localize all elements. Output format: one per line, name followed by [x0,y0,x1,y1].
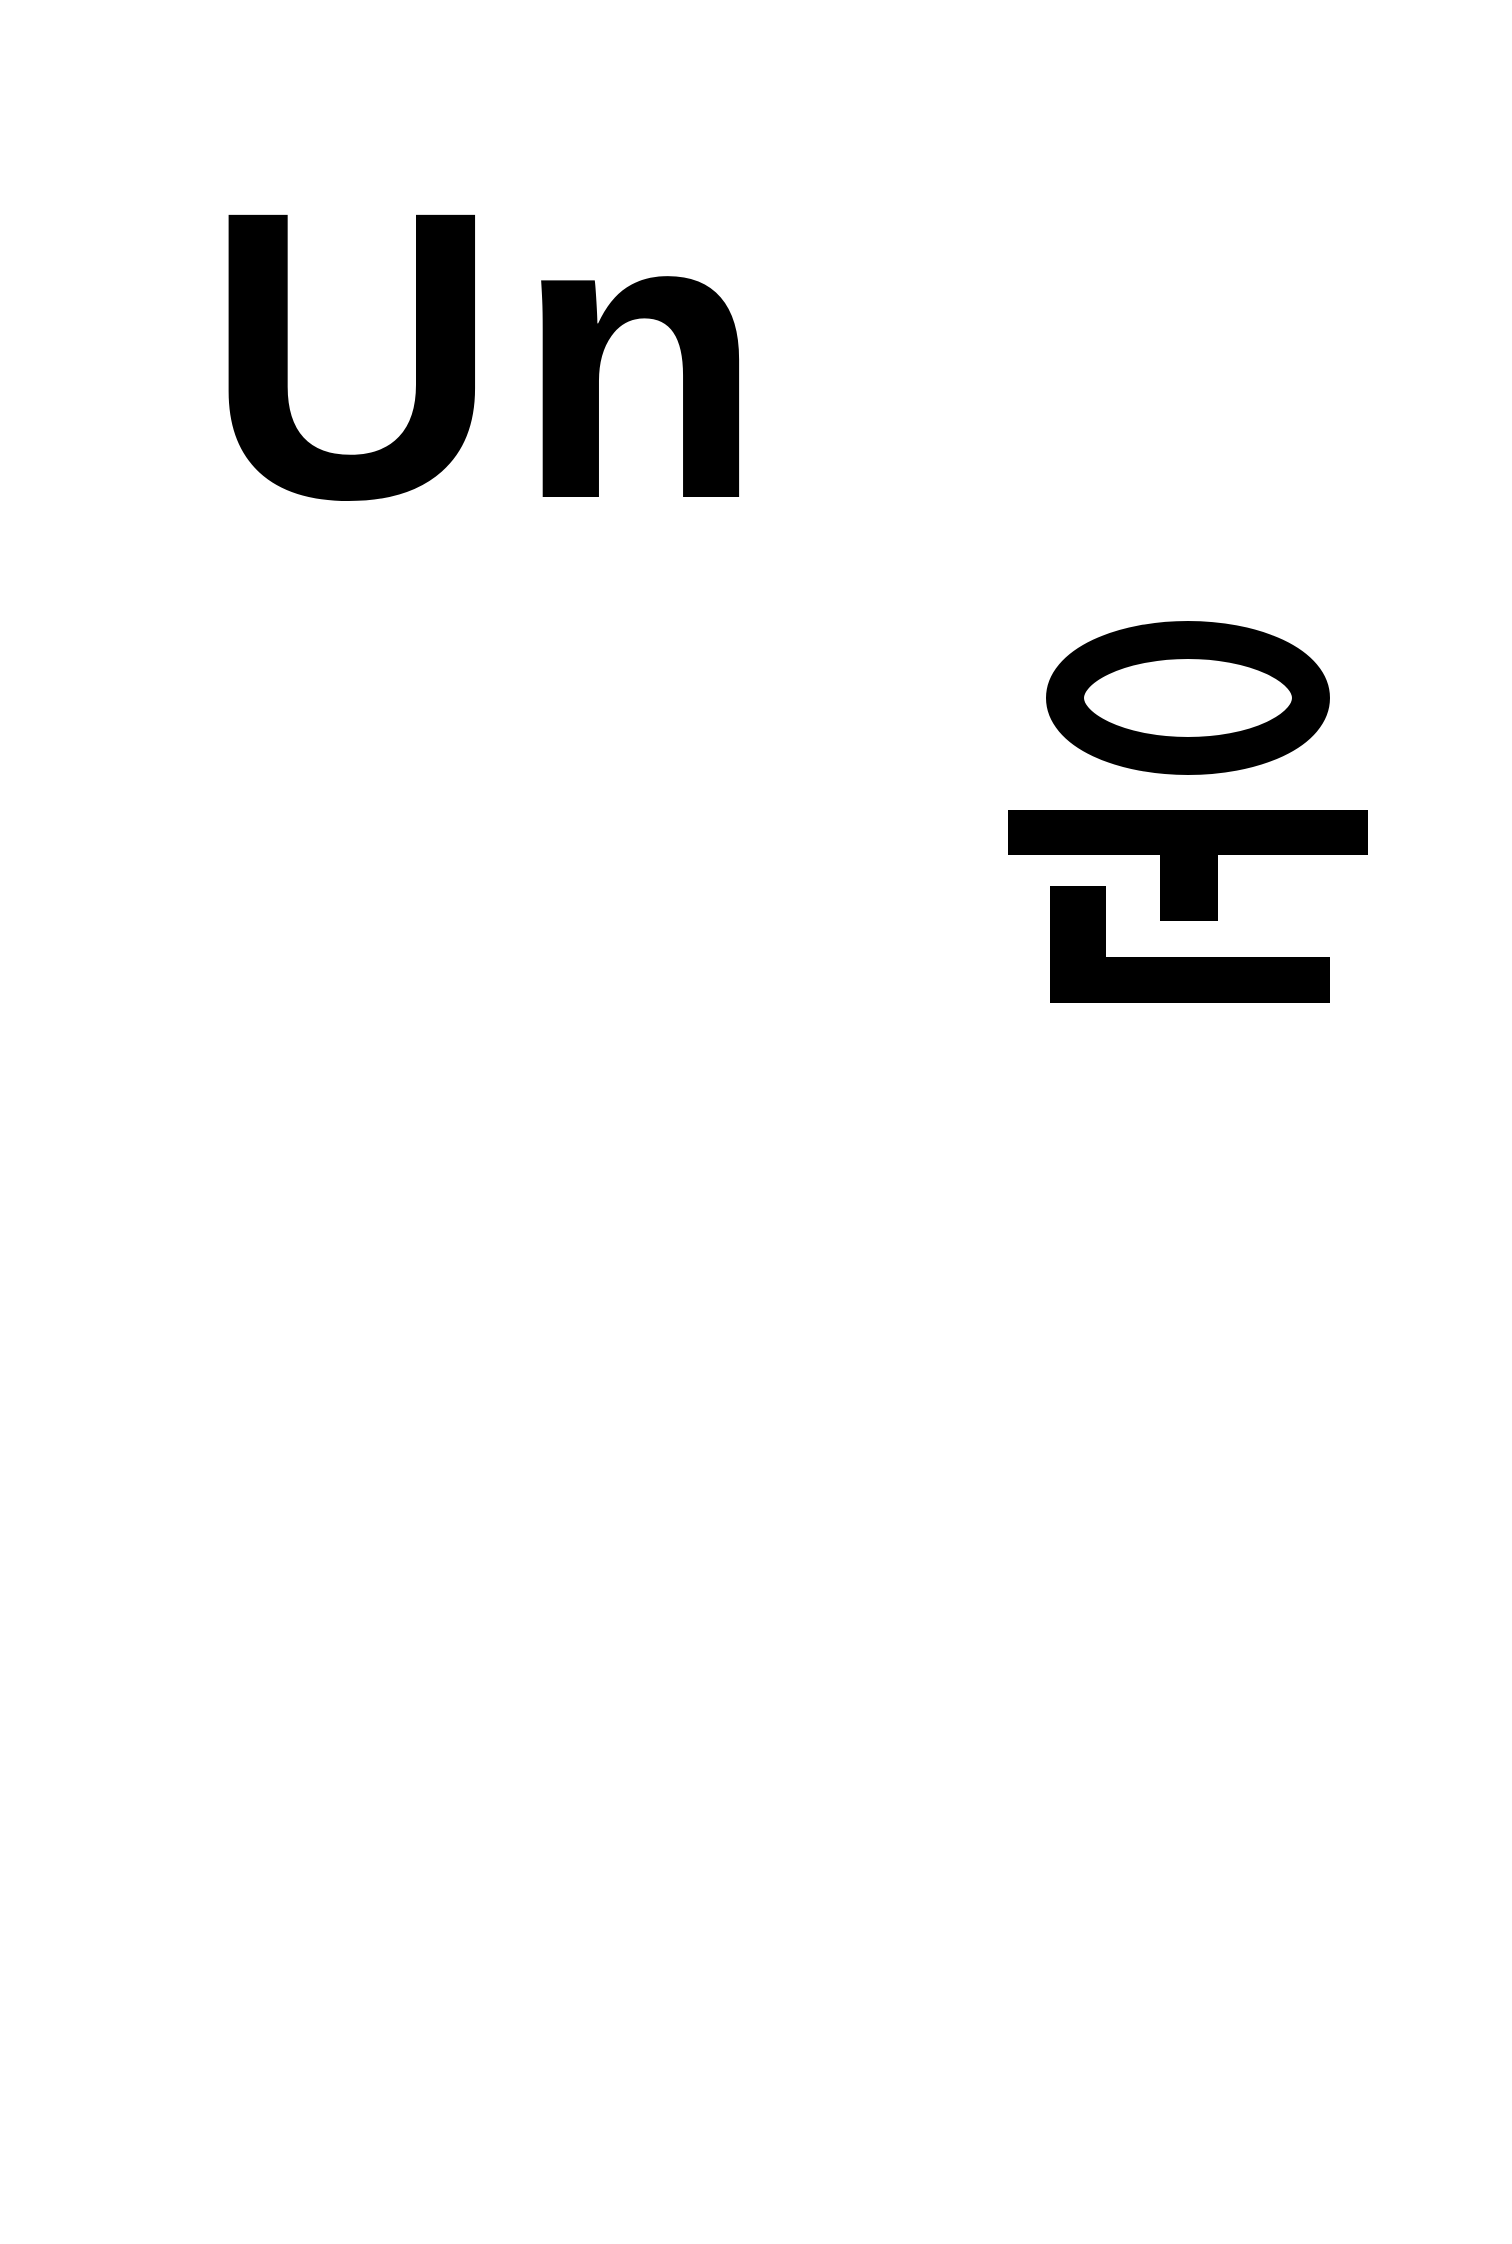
korean-glyph-label [1008,1018,1009,1019]
latin-word: Un [204,126,779,584]
korean-glyph [1008,618,1368,1018]
